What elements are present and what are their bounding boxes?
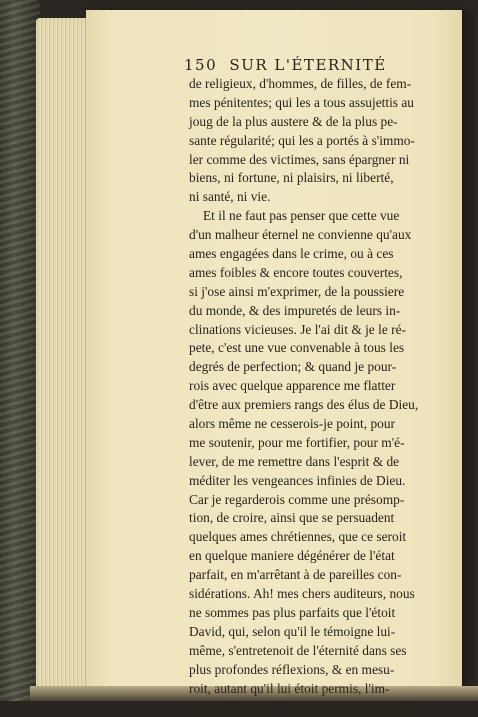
text-line: ni santé, ni vie. [189, 189, 271, 205]
text-line: d'être aux premiers rangs des élus de Dieu, [189, 397, 419, 413]
text-line: alors même ne cesserois-je point, pour [189, 416, 396, 432]
text-line: rois avec quelque apparence me flatter [189, 378, 396, 394]
text-line: clinations vicieuses. Je l'ai dit & je le ré- [189, 321, 406, 337]
text-line: me soutenir, pour me fortifier, pour m'é- [189, 434, 405, 450]
text-line: d'un malheur éternel ne convienne qu'aux [189, 227, 412, 243]
text-line: ames engagées dans le crime, ou à ces [189, 246, 394, 262]
text-line: roit, autant qu'il lui étoit permis, l'im- [189, 680, 390, 696]
text-line: quelques ames chrétiennes, que ce seroit [189, 529, 407, 545]
text-line: joug de la plus austere & de la plus pe- [189, 113, 398, 129]
text-line: sante régularité; qui les a portés à s'immo- [189, 132, 415, 148]
last-text-line [189, 698, 455, 717]
text-line: en quelque maniere dégénérer de l'état [189, 548, 395, 564]
text-line: parfait, en m'arrêtant à de pareilles con- [189, 567, 402, 583]
body-text [189, 75, 455, 717]
text-line: ler comme des victimes, sans épargner ni [189, 151, 410, 167]
paragraph-start-line: Et il ne faut pas penser que cette vue [203, 208, 400, 224]
text-line: plus profondes réflexions, & en mesu- [189, 661, 395, 677]
text-line: Car je regarderois comme une présomp- [189, 491, 405, 507]
text-line: lever, de me remettre dans l'esprit & de [189, 453, 400, 469]
text-line: tion, de croire, ainsi que se persuadent [189, 510, 395, 526]
last-line-end: & [402, 699, 413, 715]
page-number: 150 [184, 56, 218, 74]
text-line: méditer les vengeances infinies de Dieu. [189, 472, 406, 488]
text-line: David, qui, selon qu'il le témoigne lui- [189, 623, 396, 639]
text-line: du monde, & des impuretés de leurs in- [189, 302, 401, 318]
text-line: même, s'entretenoit de l'éternité dans ses [189, 642, 407, 658]
running-head [184, 56, 454, 76]
latin-quotation: Cogitavi dies antiquos, [274, 699, 399, 715]
running-head-title: SUR L'ÉTERNITÉ [229, 56, 387, 74]
marbled-cover [0, 0, 40, 701]
text-line: biens, ni fortune, ni plaisirs, ni liberté, [189, 170, 394, 186]
text-line: degrés de perfection; & quand je pour- [189, 359, 397, 375]
last-line-text: mense étendue. [189, 699, 272, 715]
text-line: ames foibles & encore toutes couvertes, [189, 264, 403, 280]
text-line: si j'ose ainsi m'exprimer, de la poussiere [189, 283, 405, 299]
text-line: pete, c'est une vue convenable à tous les [189, 340, 405, 356]
right-shadow [462, 10, 478, 700]
text-line: de religieux, d'hommes, de filles, de fem- [189, 76, 412, 91]
text-line: mes pénitentes; qui les a tous assujettis au [189, 94, 414, 110]
text-line: ne sommes pas plus parfaits que l'étoit [189, 604, 396, 620]
text-line: sidérations. Ah! mes chers auditeurs, nous [189, 586, 415, 602]
